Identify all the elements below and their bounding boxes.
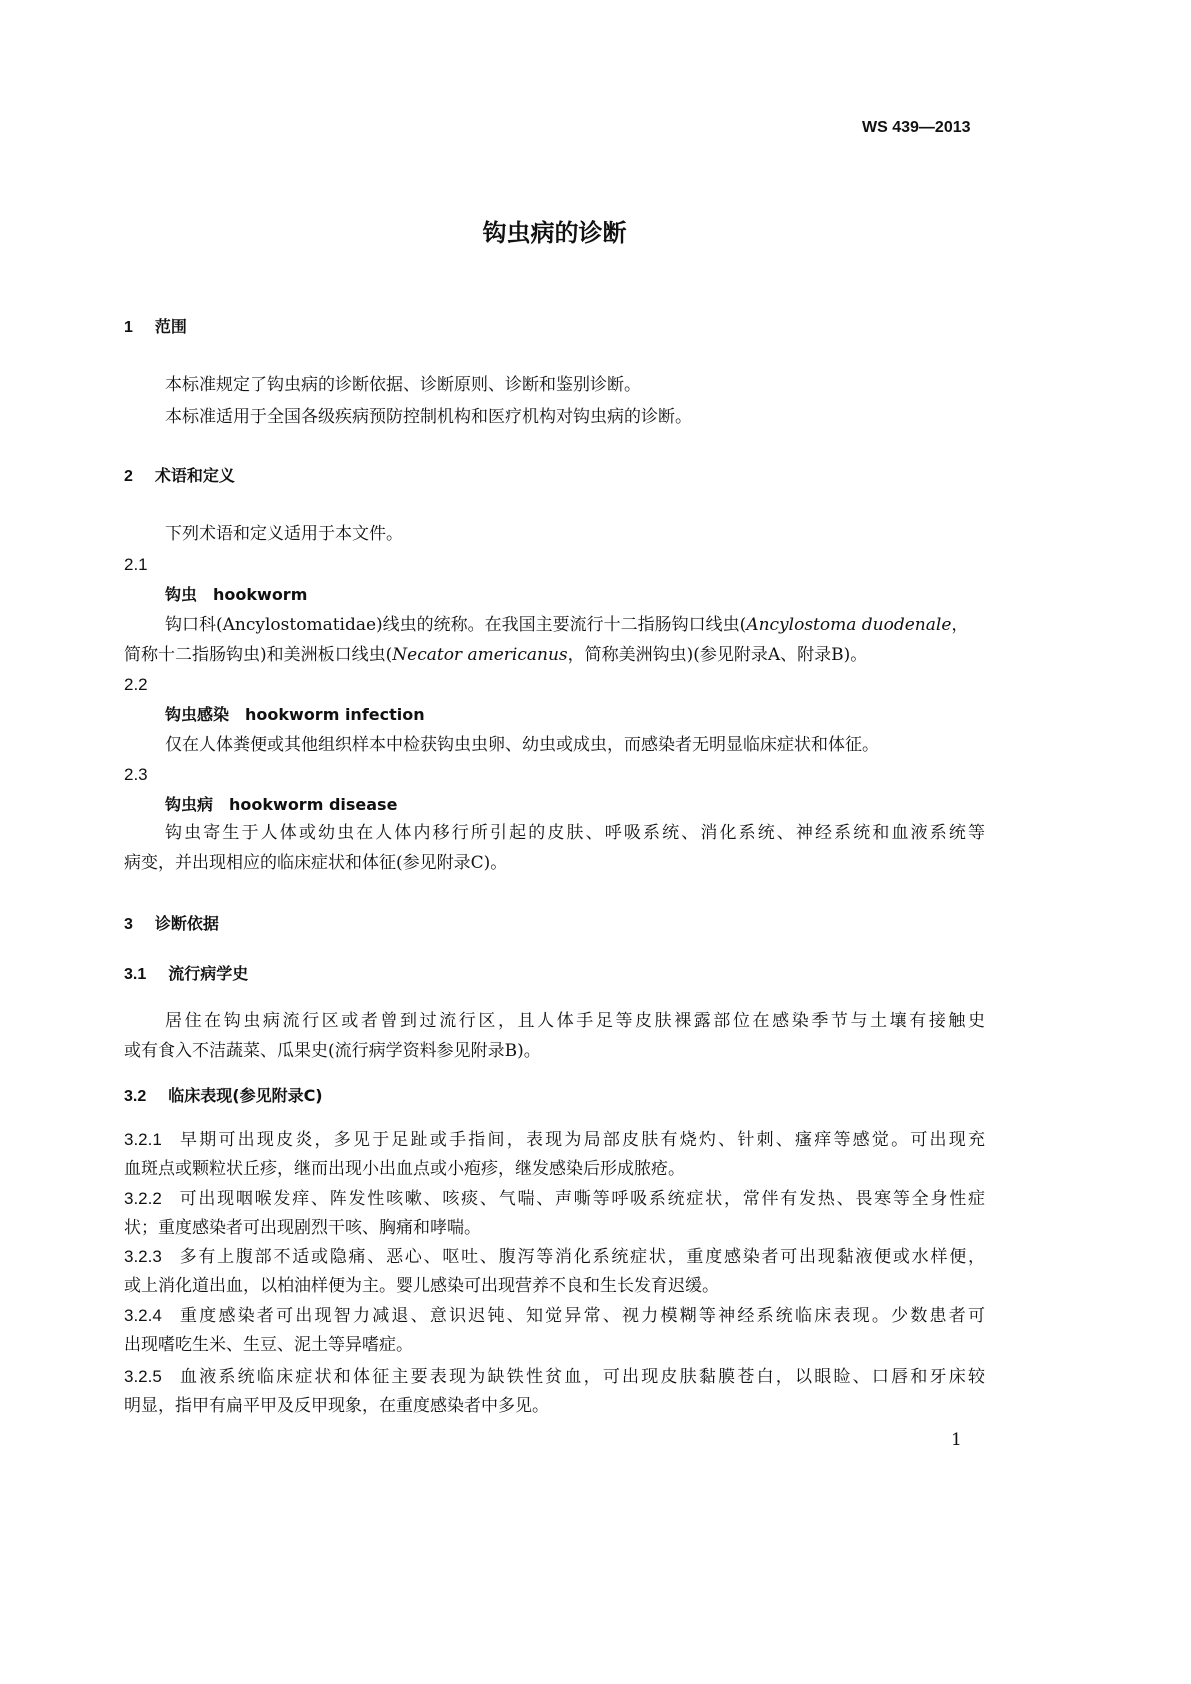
clause-number: 3.2.4 [124,1306,162,1325]
clause-line [124,1188,985,1210]
section-2-heading: 2 术语和定义 [124,466,235,485]
clause-line: 血斑点或颗粒状丘疹，继而出现小出血点或小疱疹，继发感染后形成脓疮。 [124,1159,685,1179]
term-heading: 钩虫 hookworm [165,585,308,604]
clause-line: 出现嗜吃生米、生豆、泥土等异嗜症。 [124,1335,413,1355]
definition-line: 钩虫寄生于人体或幼虫在人体内移行所引起的皮肤、呼吸系统、消化系统、神经系统和血液系统等 [165,823,985,843]
definition-line: 钩口科(Ancylostomatidae)线虫的统称。在我国主要流行十二指肠钩口线虫(Ancylostoma duodenale， [165,615,969,635]
clause-text: 血液系统临床症状和体征主要表现为缺铁性贫血，可出现皮肤黏膜苍白，以眼睑、口唇和牙床较 [177,1367,985,1387]
page-title: 钩虫病的诊断 [482,219,627,247]
term-number: 2.3 [124,765,148,784]
clause-number: 3.2.2 [124,1189,162,1208]
paragraph-line: 或有食入不洁蔬菜、瓜果史(流行病学资料参见附录B)。 [124,1041,541,1061]
definition-line: 简称十二指肠钩虫)和美洲板口线虫(Necator americanus，简称美洲钩虫)(参见附录A、附录B)。 [124,645,868,665]
clause-number: 3.2.5 [124,1367,162,1386]
section-1-heading: 1 范围 [124,317,187,336]
clause-text: 可出现咽喉发痒、阵发性咳嗽、咳痰、气喘、声嘶等呼吸系统症状，常伴有发热、畏寒等全身性症 [177,1189,985,1209]
term-heading: 钩虫病 hookworm disease [165,795,398,814]
subsection-3-2-heading: 3.2 临床表现(参见附录C) [124,1086,323,1105]
subsection-3-1-heading: 3.1 流行病学史 [124,964,249,983]
clause-line [124,1366,985,1388]
clause-number: 3.2.1 [124,1130,162,1149]
clause-text: 早期可出现皮炎，多见于足趾或手指间，表现为局部皮肤有烧灼、针刺、瘙痒等感觉。可出现充 [177,1130,985,1150]
clause-number: 3.2.3 [124,1247,162,1266]
paragraph-line: 下列术语和定义适用于本文件。 [165,524,403,544]
term-number: 2.2 [124,675,148,694]
paragraph-line: 本标准适用于全国各级疾病预防控制机构和医疗机构对钩虫病的诊断。 [165,407,692,427]
term-number: 2.1 [124,555,148,574]
clause-line: 明显，指甲有扁平甲及反甲现象，在重度感染者中多见。 [124,1396,549,1416]
definition-line: 仅在人体粪便或其他组织样本中检获钩虫虫卵、幼虫或成虫，而感染者无明显临床症状和体征。 [165,735,879,755]
definition-line: 病变，并出现相应的临床症状和体征(参见附录C)。 [124,853,508,873]
clause-text: 重度感染者可出现智力减退、意识迟钝、知觉异常、视力模糊等神经系统临床表现。少数患者可 [177,1306,985,1326]
clause-text: 多有上腹部不适或隐痛、恶心、呕吐、腹泻等消化系统症状，重度感染者可出现黏液便或水样便， [177,1247,985,1267]
page-number: 1 [951,1430,962,1450]
paragraph-line: 居住在钩虫病流行区或者曾到过流行区，且人体手足等皮肤裸露部位在感染季节与土壤有接触史 [165,1011,985,1031]
section-3-heading: 3 诊断依据 [124,914,219,933]
clause-line: 或上消化道出血，以柏油样便为主。婴儿感染可出现营养不良和生长发育迟缓。 [124,1276,719,1296]
standard-code: WS 439—2013 [862,119,971,136]
clause-line [124,1305,985,1327]
clause-line [124,1246,985,1268]
clause-line [124,1129,985,1151]
paragraph-line: 本标准规定了钩虫病的诊断依据、诊断原则、诊断和鉴别诊断。 [165,375,641,395]
term-heading: 钩虫感染 hookworm infection [165,705,425,724]
clause-line: 状；重度感染者可出现剧烈干咳、胸痛和哮喘。 [124,1218,481,1238]
